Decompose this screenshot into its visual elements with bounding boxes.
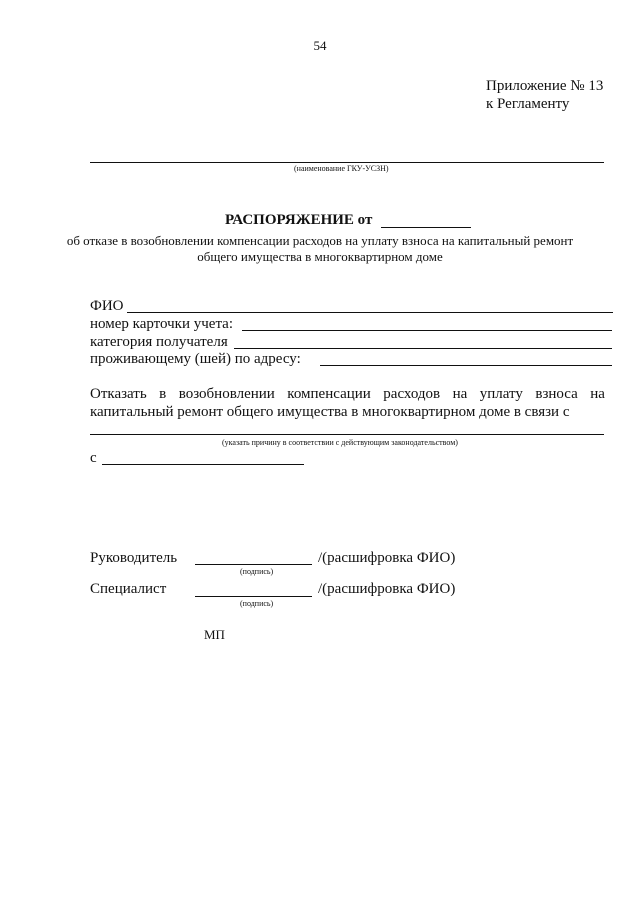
organization-caption: (наименование ГКУ-УСЗН) — [294, 164, 389, 173]
card-number-field — [242, 330, 612, 331]
reason-line — [90, 434, 604, 435]
since-label: с — [90, 450, 97, 466]
page-number: 54 — [313, 38, 327, 53]
address-field — [320, 365, 612, 366]
recipient-category-field — [234, 348, 612, 349]
since-date-field — [102, 464, 304, 465]
head-name-decode: /(расшифровка ФИО) — [318, 550, 456, 566]
order-subtitle-line2: общего имущества в многоквартирном доме — [197, 249, 443, 264]
stamp-place-label: МП — [204, 627, 225, 642]
refusal-text-line1 — [90, 386, 605, 403]
refusal-word: на — [452, 386, 468, 402]
appendix-number: Приложение № 13 — [486, 78, 604, 94]
specialist-label: Специалист — [90, 581, 167, 597]
order-subtitle-line1: об отказе в возобновлении компенсации расходов на уплату взноса на капитальный ремонт — [66, 233, 574, 248]
specialist-signature-line — [195, 596, 312, 597]
refusal-text-line2: капитальный ремонт общего имущества в многоквартирном доме в связи с — [90, 404, 570, 420]
specialist-signature-caption: (подпись) — [240, 599, 274, 608]
refusal-word: компенсации — [287, 386, 371, 402]
refusal-word: расходов — [383, 386, 441, 402]
refusal-word: возобновлении — [178, 386, 275, 402]
appendix-reference: к Регламенту — [486, 96, 570, 112]
specialist-name-decode: /(расшифровка ФИО) — [318, 581, 456, 597]
order-date-line — [381, 227, 471, 228]
refusal-word: Отказать — [90, 386, 147, 402]
card-number-label: номер карточки учета: — [90, 316, 234, 332]
head-signature-caption: (подпись) — [240, 567, 274, 576]
head-signature-line — [195, 564, 312, 565]
fio-field — [127, 312, 613, 313]
order-title: РАСПОРЯЖЕНИЕ от — [225, 212, 373, 228]
refusal-word: уплату — [479, 386, 523, 402]
refusal-word: в — [159, 386, 167, 402]
fio-label: ФИО — [90, 298, 124, 314]
recipient-category-label: категория получателя — [90, 334, 228, 350]
reason-caption: (указать причину в соответствии с действующим законодательством) — [222, 438, 458, 447]
head-label: Руководитель — [90, 550, 178, 566]
organization-line — [90, 162, 604, 163]
refusal-word: взноса — [535, 386, 578, 402]
refusal-word: на — [590, 386, 605, 402]
address-label: проживающему (шей) по адресу: — [90, 351, 301, 367]
